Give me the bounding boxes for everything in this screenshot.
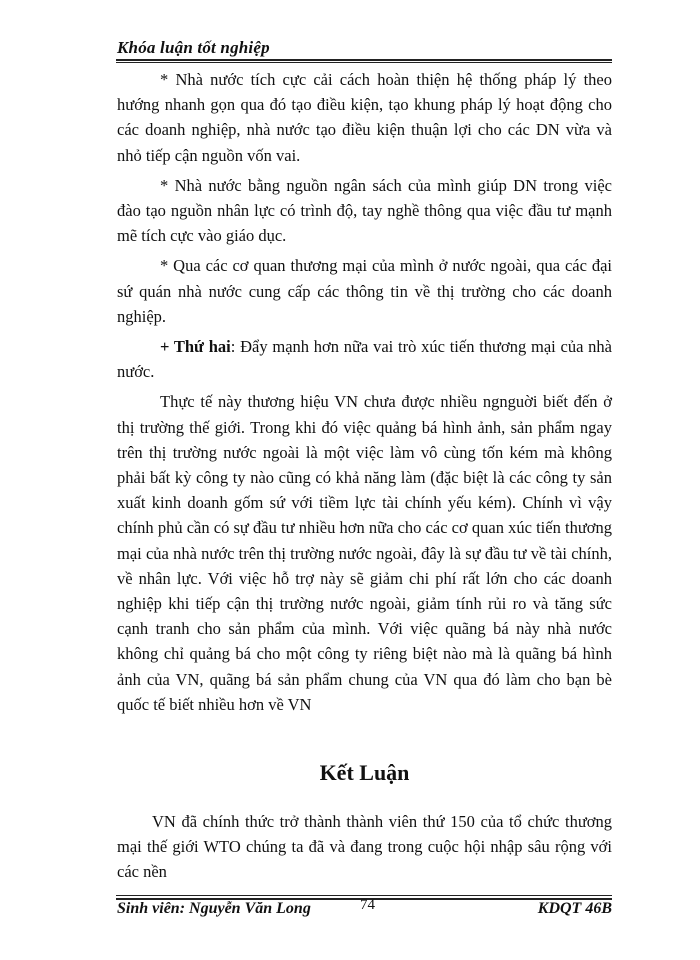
paragraph-3: * Qua các cơ quan thương mại của mình ở nước ngoài, qua các đại sứ quán nhà nước cung cấp các thông tin về thị trường cho các doanh nghiệp. — [117, 256, 612, 326]
header-rule — [116, 59, 612, 61]
header-title: Khóa luận tốt nghiệp — [117, 38, 270, 57]
paragraph-4-text: : Đẩy mạnh hơn nữa vai trò xúc tiến thương mại của nhà nước. — [117, 337, 612, 382]
header-rule-thin — [116, 62, 612, 63]
paragraph-5: Thực tế này thương hiệu VN chưa được nhiều ngnguời biết đến ở thị trường thế giới. Trong khi đó việc quảng bá hình ảnh, sản phẩm ngay trên thị trường nước ngoài là một việc làm vô cùng tốn kém mà không phải bất kỳ công ty nào cũng có khả năng làm (đặc biệt là các công ty sản xuất kinh doanh gốm sứ với tiềm lực tài chính yếu kém). Chính vì vậy chính phủ cần có sự đầu tư nhiều hơn nữa cho các cơ quan xúc tiến thương mại của nhà nước trên thị trường nước ngoài, đây là sự đầu tư về tài chính, về nhân lực. Với việc hỗ trợ này sẽ giảm chi phí rất lớn cho các doanh nghiệp khi tiếp cận thị trường nước ngoài, giảm tính rủi ro và tăng sức cạnh tranh cho sản phẩm của mình. Với việc quãng bá này nhà nước không chỉ quảng bá cho một công ty riêng biệt nào mà là quãng bá hình ảnh của VN, quãng bá sản phẩm chung của VN qua đó làm cho bạn bè quốc tế biết nhiều hơn về VN — [117, 392, 612, 714]
body-text — [117, 67, 612, 717]
paragraph-2: * Nhà nước bằng nguồn ngân sách của mình giúp DN trong việc đào tạo nguồn nhân lực có trình độ, tay nghề thông qua việc đầu tư mạnh mẽ tích cực vào giáo dục. — [117, 175, 612, 246]
conclusion-title: Kết Luận — [319, 760, 410, 785]
conclusion-paragraph: VN đã chính thức trở thành thành viên thứ 150 của tổ chức thương mại thế giới WTO chúng ta đã và đang trong cuộc hội nhập sâu rộng với các nền — [117, 812, 612, 882]
footer-student: Sinh viên: Nguyễn Văn Long — [117, 900, 311, 917]
page-number: 74 — [360, 897, 375, 913]
paragraph-4 — [117, 334, 612, 384]
paragraph-4-label: + Thứ hai — [160, 337, 231, 357]
footer-class-code: KDQT 46B — [537, 900, 612, 917]
paragraph-1: * Nhà nước tích cực cải cách hoàn thiện hệ thống pháp lý theo hướng nhanh gọn qua đó tạo điều kiện, tạo khung pháp lý hoạt động cho các doanh nghiệp, nhà nước tạo điều kiện thuận lợi cho các DN vừa và nhỏ tiếp cận nguồn vốn vai. — [117, 70, 612, 165]
conclusion-text — [117, 809, 612, 885]
footer-rule-thin — [116, 895, 612, 896]
